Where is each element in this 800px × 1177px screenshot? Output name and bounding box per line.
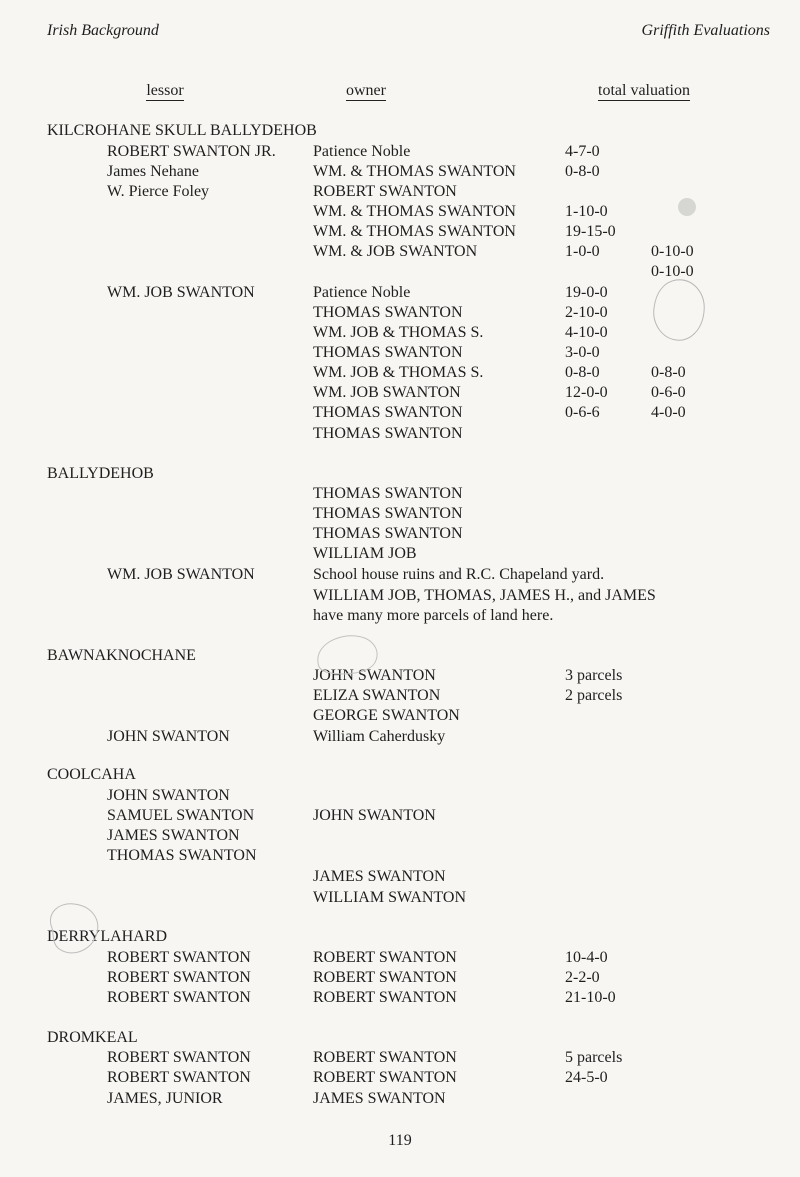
owner-cell: have many more parcels of land here. (313, 607, 554, 624)
owner-cell: THOMAS SWANTON (313, 505, 463, 522)
section-name: COOLCAHA (47, 766, 136, 783)
owner-cell: ROBERT SWANTON (313, 949, 457, 966)
lessor-cell: ROBERT SWANTON (107, 949, 251, 966)
lessor-cell: JOHN SWANTON (107, 728, 230, 745)
lessor-cell: JAMES SWANTON (107, 827, 240, 844)
owner-cell: WILLIAM JOB (313, 545, 417, 562)
valuation-cell: 4-7-0 (565, 143, 600, 160)
lessor-cell: WM. JOB SWANTON (107, 284, 255, 301)
owner-cell: WM. & JOB SWANTON (313, 243, 478, 260)
owner-cell: ROBERT SWANTON (313, 183, 457, 200)
valuation-extra-cell: 0-8-0 (651, 364, 686, 381)
section-name: BAWNAKNOCHANE (47, 647, 196, 664)
owner-cell: JAMES SWANTON (313, 868, 446, 885)
owner-cell: WM. & THOMAS SWANTON (313, 203, 516, 220)
lessor-cell: ROBERT SWANTON (107, 1049, 251, 1066)
column-header-total-valuation: total valuation (598, 82, 690, 99)
lessor-cell: SAMUEL SWANTON (107, 807, 255, 824)
section-name: KILCROHANE SKULL BALLYDEHOB (47, 122, 317, 139)
owner-cell: JOHN SWANTON (313, 807, 436, 824)
lessor-cell: ROBERT SWANTON (107, 969, 251, 986)
section-name: BALLYDEHOB (47, 465, 154, 482)
owner-cell: WM. & THOMAS SWANTON (313, 223, 516, 240)
owner-cell: William Caherdusky (313, 728, 446, 745)
owner-cell: WILLIAM SWANTON (313, 889, 467, 906)
owner-cell: THOMAS SWANTON (313, 525, 463, 542)
valuation-cell: 2-10-0 (565, 304, 608, 321)
running-header-right: Griffith Evaluations (641, 22, 770, 39)
valuation-cell: 1-10-0 (565, 203, 608, 220)
owner-cell: WM. JOB & THOMAS S. (313, 364, 484, 381)
owner-cell: ROBERT SWANTON (313, 1049, 457, 1066)
valuation-cell: 0-6-6 (565, 404, 600, 421)
owner-cell: JOHN SWANTON (313, 667, 436, 684)
valuation-extra-cell: 0-10-0 (651, 243, 694, 260)
owner-cell: WILLIAM JOB, THOMAS, JAMES H., and JAMES (313, 587, 656, 604)
valuation-cell: 21-10-0 (565, 989, 616, 1006)
lessor-cell: WM. JOB SWANTON (107, 566, 255, 583)
owner-cell: School house ruins and R.C. Chapeland yard. (313, 566, 605, 583)
valuation-cell: 12-0-0 (565, 384, 608, 401)
column-header-owner: owner (346, 82, 386, 99)
valuation-extra-cell: 0-10-0 (651, 263, 694, 280)
owner-cell: THOMAS SWANTON (313, 425, 463, 442)
lessor-cell: ROBERT SWANTON JR. (107, 143, 276, 160)
valuation-cell: 0-8-0 (565, 364, 600, 381)
owner-cell: JAMES SWANTON (313, 1090, 446, 1107)
owner-cell: ELIZA SWANTON (313, 687, 441, 704)
owner-cell: WM. JOB & THOMAS S. (313, 324, 484, 341)
owner-cell: WM. & THOMAS SWANTON (313, 163, 516, 180)
lessor-cell: ROBERT SWANTON (107, 1069, 251, 1086)
owner-cell: Patience Noble (313, 284, 411, 301)
lessor-cell: JOHN SWANTON (107, 787, 230, 804)
valuation-extra-cell: 0-6-0 (651, 384, 686, 401)
page-number: 119 (388, 1132, 412, 1149)
valuation-cell: 24-5-0 (565, 1069, 608, 1086)
valuation-cell: 4-10-0 (565, 324, 608, 341)
stain-mark-1 (646, 276, 710, 346)
lessor-cell: JAMES, JUNIOR (107, 1090, 223, 1107)
valuation-cell: 19-15-0 (565, 223, 616, 240)
owner-cell: THOMAS SWANTON (313, 404, 463, 421)
owner-cell: THOMAS SWANTON (313, 344, 463, 361)
running-header-left: Irish Background (47, 22, 159, 39)
valuation-cell: 0-8-0 (565, 163, 600, 180)
owner-cell: GEORGE SWANTON (313, 707, 460, 724)
valuation-cell: 1-0-0 (565, 243, 600, 260)
owner-cell: ROBERT SWANTON (313, 989, 457, 1006)
owner-cell: Patience Noble (313, 143, 411, 160)
owner-cell: ROBERT SWANTON (313, 1069, 457, 1086)
stain-mark-4 (672, 192, 702, 222)
owner-cell: THOMAS SWANTON (313, 485, 463, 502)
valuation-cell: 3-0-0 (565, 344, 600, 361)
valuation-cell: 19-0-0 (565, 284, 608, 301)
valuation-cell: 3 parcels (565, 667, 623, 684)
lessor-cell: ROBERT SWANTON (107, 989, 251, 1006)
section-name: DROMKEAL (47, 1029, 138, 1046)
column-header-lessor: lessor (146, 82, 184, 99)
valuation-cell: 10-4-0 (565, 949, 608, 966)
valuation-cell: 2-2-0 (565, 969, 600, 986)
valuation-cell: 2 parcels (565, 687, 623, 704)
lessor-cell: James Nehane (107, 163, 199, 180)
valuation-extra-cell: 4-0-0 (651, 404, 686, 421)
lessor-cell: W. Pierce Foley (107, 183, 210, 200)
owner-cell: ROBERT SWANTON (313, 969, 457, 986)
owner-cell: WM. JOB SWANTON (313, 384, 461, 401)
lessor-cell: THOMAS SWANTON (107, 847, 257, 864)
section-name: DERRYLAHARD (47, 928, 168, 945)
owner-cell: THOMAS SWANTON (313, 304, 463, 321)
valuation-cell: 5 parcels (565, 1049, 623, 1066)
